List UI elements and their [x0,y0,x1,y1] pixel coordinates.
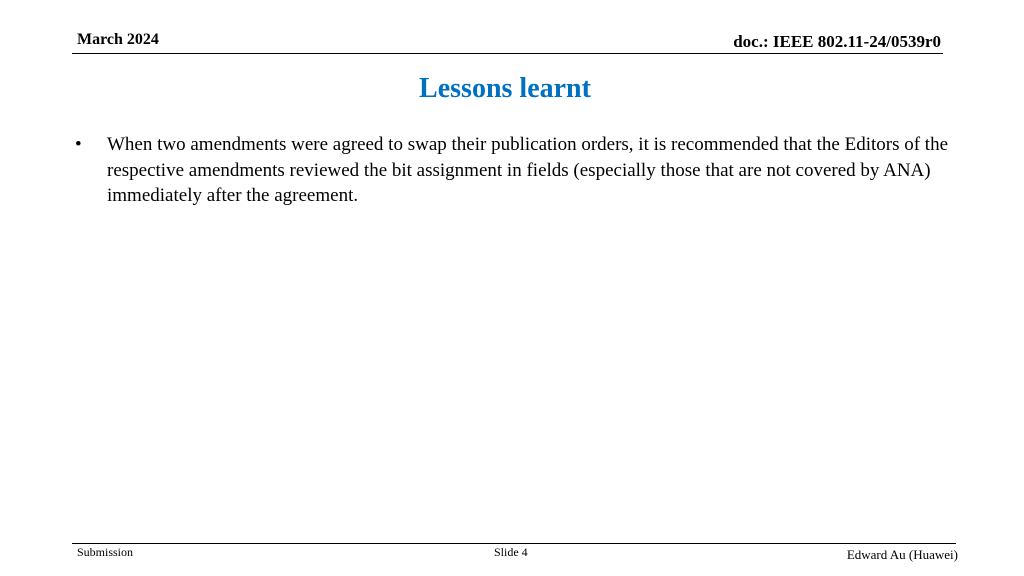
bullet-icon: • [75,134,82,155]
footer-slide-number: Slide 4 [494,545,528,559]
bullet-item [72,132,952,209]
header-divider [72,53,943,54]
footer-author: Edward Au (Huawei) [846,547,958,562]
footer-submission: Submission [77,545,134,559]
bullet-text: When two amendments were agreed to swap their publication orders, it is recommended that the Editors of the respective amendments reviewed the bit assignment in fields (especially those that are not covered by ANA) immediately after the agreement. [107,134,949,206]
slide-title: Lessons learnt [419,73,591,104]
footer-divider [72,543,956,544]
header-doc-id: doc.: IEEE 802.11-24/0539r0 [733,32,941,51]
header-date: March 2024 [77,31,159,48]
bullet-list [72,132,952,209]
